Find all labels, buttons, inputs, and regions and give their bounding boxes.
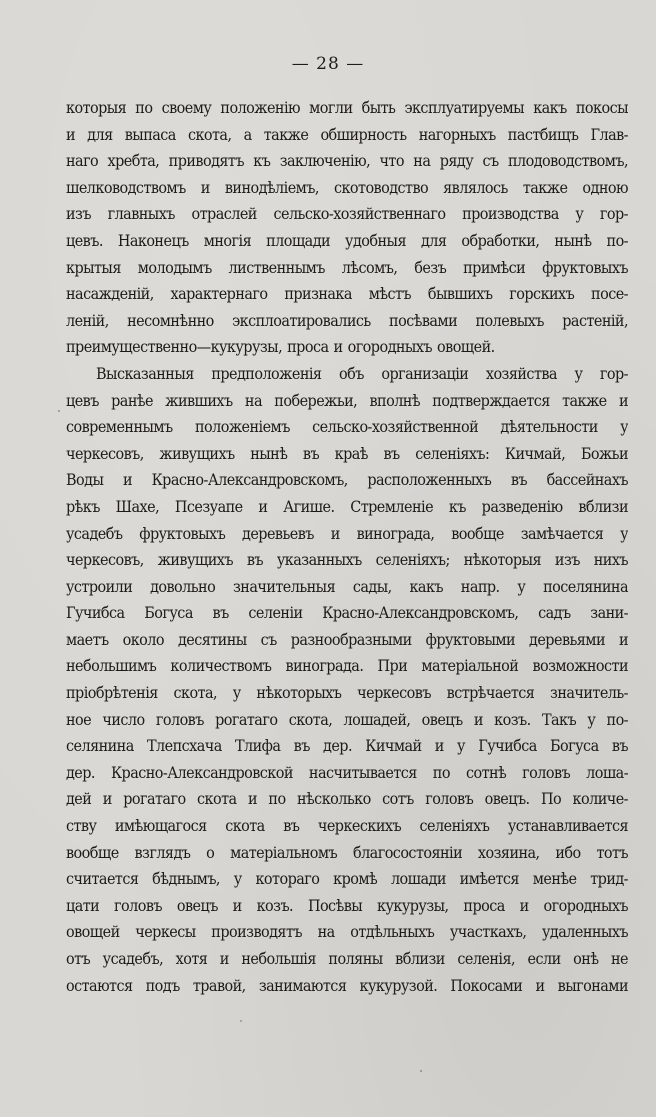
text-line: Высказанныя предположенія объ организаціи хозяйства у гор- [96,363,628,383]
text-line: цати головъ овецъ и козъ. Посѣвы кукурузы, проса и огородныхъ [66,895,628,915]
text-line: устроили довольно значительныя сады, какъ напр. у поселянина [66,576,628,596]
text-line: черкесовъ, живущихъ въ указанныхъ селеніяхъ; нѣкоторыя изъ нихъ [66,550,628,570]
text-line: ству имѣющагося скота въ черкескихъ селеніяхъ устанавливается [66,816,628,836]
body-text [66,95,628,999]
text-line: вообще взглядъ о матеріальномъ благосостояніи хозяина, ибо тотъ [66,842,628,862]
text-line: насажденій, характернаго признака мѣстъ бывшихъ горскихъ посе- [66,284,628,304]
text-line: цевъ ранѣе жившихъ на побережьи, вполнѣ подтверждается также и [66,390,628,410]
text-line: отъ усадебъ, хотя и небольшія поляны вблизи селенія, если онѣ не [66,949,628,968]
text-line: которыя по своему положенію могли быть эксплуатируемы какъ покосы [66,98,628,117]
paper-speck [240,1020,242,1022]
text-line: Гучибса Богуса въ селеніи Красно-Александровскомъ, садъ зани- [66,603,628,623]
text-line: ное число головъ рогатаго скота, лошадей, овецъ и козъ. Такъ у по- [66,709,628,729]
text-line: селянина Тлепсхача Тлифа въ дер. Кичмай и у Гучибса Богуса въ [66,736,628,756]
paragraph-1 [66,95,628,361]
paper-speck [58,410,60,412]
text-line: изъ главныхъ отраслей сельско-хозяйственнаго производства у гор- [66,204,628,224]
paper-speck [420,1070,422,1072]
text-line: и для выпаса скота, а также обширность нагорныхъ пастбищъ Глав- [66,124,628,144]
text-line: современнымъ положеніемъ сельско-хозяйственной дѣятельности у [66,417,628,437]
text-line: леній, несомнѣнно эксплоатировались посѣвами полевыхъ растеній, [66,310,628,330]
text-line: остаются подъ травой, занимаются кукурузой. Покосами и выгонами [66,975,628,995]
text-line: черкесовъ, живущихъ нынѣ въ краѣ въ селеніяхъ: Кичмай, Божьи [66,443,628,463]
text-line: пріобрѣтенія скота, у нѣкоторыхъ черкесовъ встрѣчается значитель- [66,683,628,703]
text-line: усадебъ фруктовыхъ деревьевъ и винограда, вообще замѣчается у [66,523,628,543]
text-line: дей и рогатаго скота и по нѣсколько сотъ головъ овецъ. По количе- [66,789,628,809]
paragraph-2 [66,361,628,999]
text-line: цевъ. Наконецъ многія площади удобныя для обработки, нынѣ по- [66,230,628,250]
text-line: Воды и Красно-Александровскомъ, расположенныхъ въ бассейнахъ [66,470,628,490]
text-line: крытыя молодымъ лиственнымъ лѣсомъ, безъ примѣси фруктовыхъ [66,257,628,277]
text-line: небольшимъ количествомъ винограда. При матеріальной возможности [66,656,628,676]
text-line: шелководствомъ и винодѣліемъ, скотоводство являлось также одною [66,177,628,197]
text-line: преимущественно—кукурузы, проса и огородныхъ овощей. [66,337,495,357]
text-line: дер. Красно-Александровской насчитывается по сотнѣ головъ лоша- [66,762,628,782]
text-line: считается бѣднымъ, у котораго кромѣ лошади имѣется менѣе трид- [66,869,628,889]
text-line: наго хребта, приводятъ къ заключенію, что на ряду съ плодоводствомъ, [66,151,628,171]
text-line: маетъ около десятины съ разнообразными фруктовыми деревьями и [66,629,628,649]
page-number: — 28 — [291,54,365,74]
text-line: овощей черкесы производятъ на отдѣльныхъ участкахъ, удаленныхъ [66,922,628,942]
text-line: рѣкъ Шахе, Псезуапе и Агише. Стремленіе къ разведенію вблизи [66,496,628,516]
